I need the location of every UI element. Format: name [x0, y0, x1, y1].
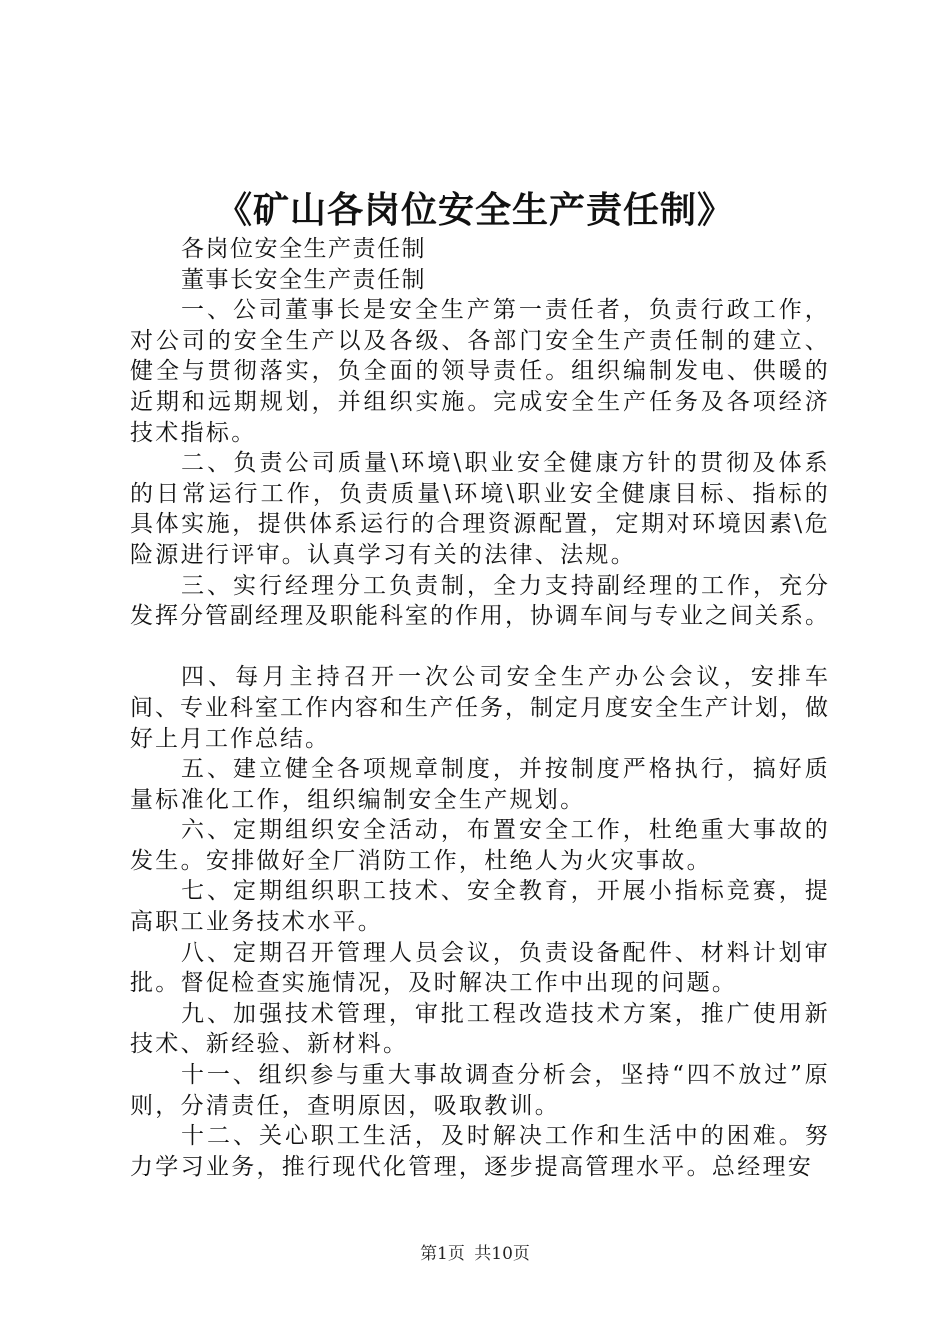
paragraph-4: 四、每月主持召开一次公司安全生产办公会议，安排车间、专业科室工作内容和生产任务，制定月度安全生产计划，做好上月工作总结。	[130, 664, 830, 752]
paragraph-2: 二、负责公司质量\环境\职业安全健康方针的贯彻及体系的日常运行工作，负责质量\环境\职业安全健康目标、指标的具体实施，提供体系运行的合理资源配置，定期对环境因素\危险源进行评审。认真学习有关的法律、法规。	[130, 450, 830, 568]
page-number: 第1页	[420, 1244, 465, 1264]
section-subheading: 董事长安全生产责任制	[181, 266, 426, 293]
paragraph-11: 十一、组织参与重大事故调查分析会，坚持“四不放过”原则，分清责任，查明原因，吸取教训。	[130, 1062, 830, 1119]
paragraph-5: 五、建立健全各项规章制度，并按制度严格执行，搞好质量标准化工作，组织编制安全生产规划。	[130, 756, 830, 813]
paragraph-1: 一、公司董事长是安全生产第一责任者，负责行政工作，对公司的安全生产以及各级、各部门安全生产责任制的建立、健全与贯彻落实，负全面的领导责任。组织编制发电、供暖的近期和远期规划，并组织实施。完成安全生产任务及各项经济技术指标。	[130, 297, 830, 446]
page-footer	[0, 1243, 950, 1265]
paragraph-7: 七、定期组织职工技术、安全教育，开展小指标竞赛，提高职工业务技术水平。	[130, 878, 830, 936]
paragraph-8: 八、定期召开管理人员会议，负责设备配件、材料计划审批。督促检查实施情况，及时解决工作中出现的问题。	[130, 939, 830, 997]
paragraph-3: 三、实行经理分工负责制，全力支持副经理的工作，充分发挥分管副经理及职能科室的作用，协调车间与专业之间关系。	[130, 572, 830, 630]
document-title: 《矿山各岗位安全生产责任制》	[215, 189, 734, 231]
blank-line	[130, 632, 830, 663]
paragraph-12: 十二、关心职工生活，及时解决工作和生活中的困难。努力学习业务，推行现代化管理，逐步提高管理水平。总经理安	[130, 1123, 830, 1180]
page-total: 共10页	[474, 1244, 530, 1264]
paragraph-6: 六、定期组织安全活动，布置安全工作，杜绝重大事故的发生。安排做好全厂消防工作，杜绝人为火灾事故。	[130, 817, 830, 874]
paragraph-9: 九、加强技术管理，审批工程改造技术方案，推广使用新技术、新经验、新材料。	[130, 1000, 830, 1058]
section-heading: 各岗位安全生产责任制	[181, 236, 426, 262]
document-body	[130, 234, 830, 1182]
